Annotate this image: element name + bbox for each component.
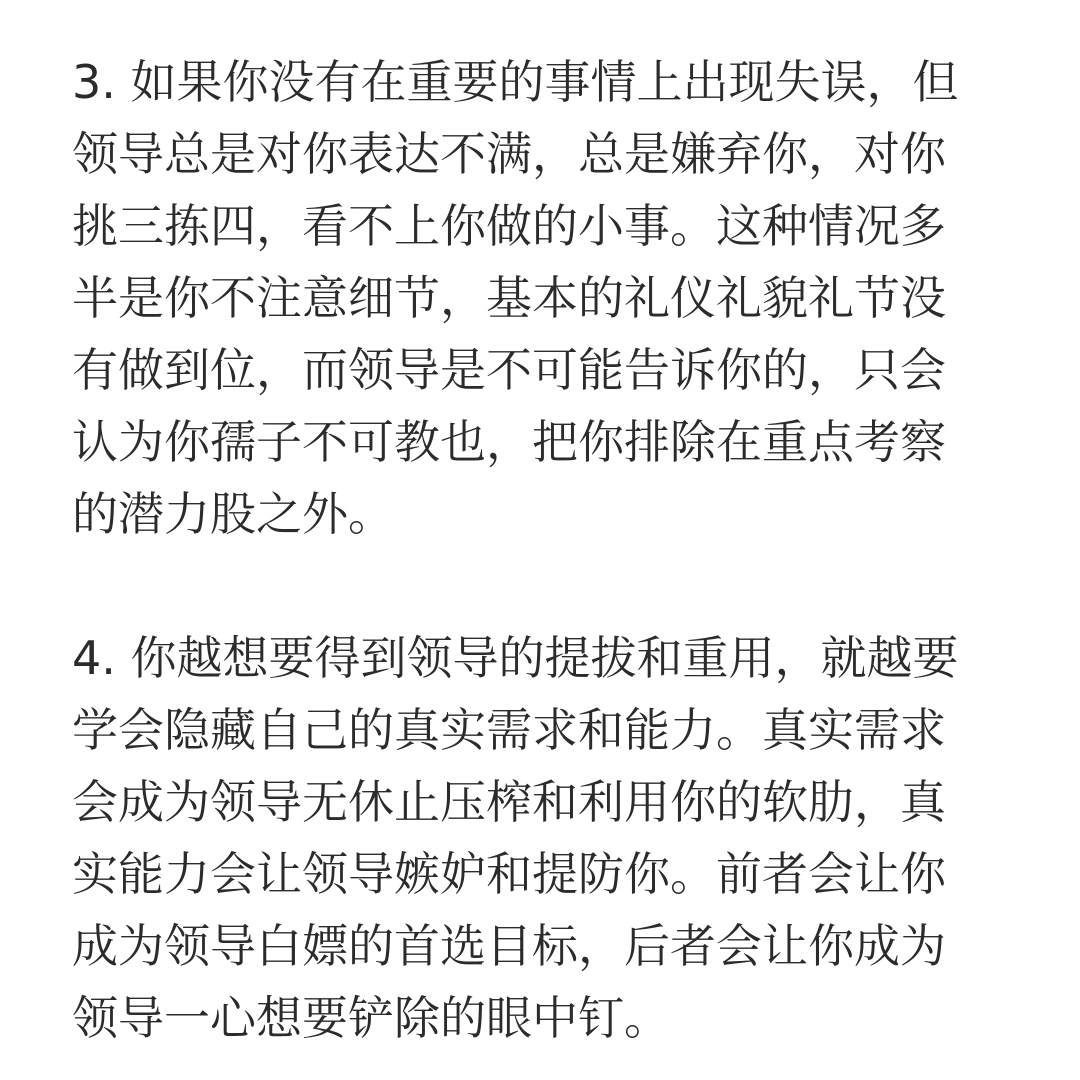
- text-line: 认为你孺子不可教也，把你排除在重点考察: [72, 415, 946, 469]
- paragraph-spacer: [72, 550, 1008, 622]
- text-line: 的潜力股之外。: [72, 487, 394, 541]
- text-line: 3. 如果你没有在重要的事情上出现失误，但: [72, 55, 959, 109]
- text-line: 实能力会让领导嫉妒和提防你。前者会让你: [72, 847, 946, 901]
- paragraph-3: [72, 46, 1008, 550]
- text-line: 学会隐藏自己的真实需求和能力。真实需求: [72, 703, 946, 757]
- paragraph-4: [72, 622, 1008, 1054]
- text-line: 成为领导白嫖的首选目标，后者会让你成为: [72, 919, 946, 973]
- text-line: 挑三拣四，看不上你做的小事。这种情况多: [72, 199, 946, 253]
- text-line: 领导总是对你表达不满，总是嫌弃你，对你: [72, 127, 946, 181]
- text-line: 半是你不注意细节，基本的礼仪礼貌礼节没: [72, 271, 946, 325]
- text-line: 领导一心想要铲除的眼中钉。: [72, 991, 670, 1045]
- text-line: 有做到位，而领导是不可能告诉你的，只会: [72, 343, 946, 397]
- text-line: 4. 你越想要得到领导的提拔和重用，就越要: [72, 631, 959, 685]
- text-line: 会成为领导无休止压榨和利用你的软肋，真: [72, 775, 946, 829]
